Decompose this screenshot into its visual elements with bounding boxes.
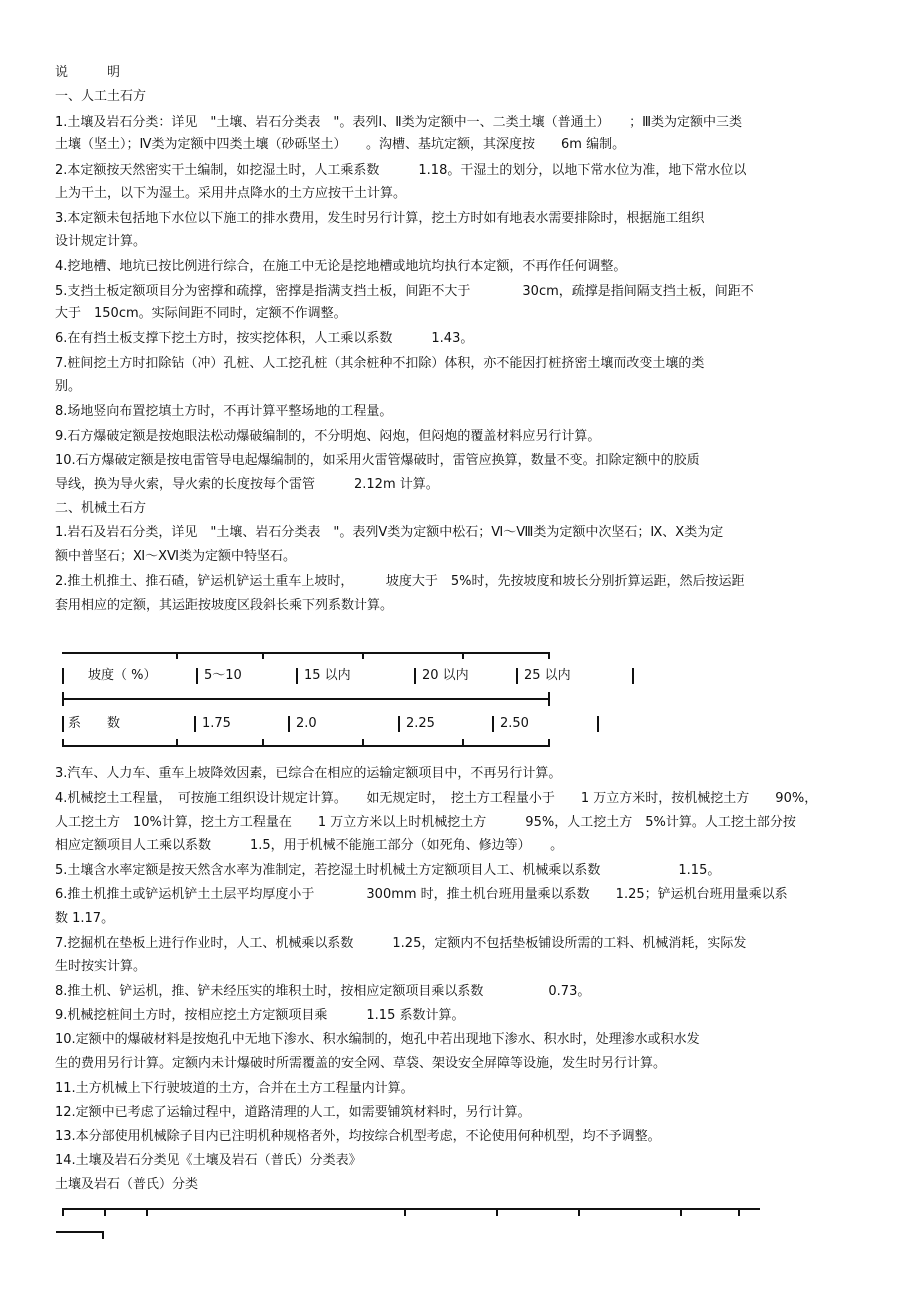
paragraph-line: 2.推土机推土、推石碴，铲运机铲运土重车上坡时， 坡度大于 5%时，先按坡度和坡长分别折算运距，然后按运距 [55, 574, 745, 589]
row-label: 系 数 [68, 716, 121, 731]
paragraph-line: 套用相应的定额，其运距按坡度区段斜长乘下列系数计算。 [55, 598, 394, 613]
paragraph-line: 4.挖地槽、地坑已按比例进行综合，在施工中无论是挖地槽或地坑均执行本定额，不再作任何调整。 [55, 259, 627, 274]
table-bar [492, 716, 494, 732]
paragraph-line: 9.机械挖桩间土方时，按相应挖土方定额项目乘 1.15 系数计算。 [55, 1008, 465, 1023]
paragraph-line: 3.汽车、人力车、重车上坡降效因素，已综合在相应的运输定额项目中，不再另行计算。 [55, 766, 562, 781]
table-bar [62, 716, 64, 732]
row-cell: 2.0 [296, 716, 317, 731]
header-cell: 25 以内 [524, 668, 571, 683]
header-label: 坡度（ %） [88, 668, 157, 683]
paragraph-line: 2.本定额按天然密实干土编制，如挖湿土时，人工乘系数 1.18。干湿土的划分，以地下常水位为准，地下常水位以 [55, 163, 747, 178]
paragraph-line: 生时按实计算。 [55, 959, 147, 974]
paragraph-line: 1.岩石及岩石分类，详见 "土壤、岩石分类表 "。表列Ⅴ类为定额中松石；Ⅵ～Ⅷ类为定额中次坚石；Ⅸ、Ⅹ类为定 [55, 525, 724, 540]
table-bar [398, 716, 400, 732]
paragraph-line: 6.在有挡土板支撑下挖土方时，按实挖体积，人工乘以系数 1.43。 [55, 331, 474, 346]
paragraph-line: 11.土方机械上下行驶坡道的土方，合并在土方工程量内计算。 [55, 1081, 414, 1096]
paragraph-line: 10.石方爆破定额是按电雷管导电起爆编制的，如采用火雷管爆破时，雷管应换算，数量不变。扣除定额中的胶质 [55, 453, 700, 468]
paragraph-line: 别。 [55, 379, 82, 394]
paragraph-line: 上为干土，以下为湿土。采用井点降水的土方应按干土计算。 [55, 186, 407, 201]
section-heading-machine: 二、机械土石方 [55, 501, 147, 516]
paragraph-line: 12.定额中已考虑了运输过程中，道路清理的人工，如需要铺筑材料时，另行计算。 [55, 1105, 531, 1120]
paragraph-line: 6.推土机推土或铲运机铲土土层平均厚度小于 300mm 时，推土机台班用量乘以系数 1.25；铲运机台班用量乘以系 [55, 887, 788, 902]
table-tick [462, 739, 464, 746]
table-tick [176, 652, 178, 659]
table-bar [62, 668, 64, 684]
paragraph-line: 7.桩间挖土方时扣除钻（冲）孔桩、人工挖孔桩（其余桩种不扣除）体积，亦不能因打桩挤密土壤而改变土壤的类 [55, 356, 705, 371]
table-tick [62, 739, 64, 746]
table-tick [462, 652, 464, 659]
doc-title: 说 明 [55, 65, 121, 80]
table-rule-top [62, 1208, 760, 1210]
row-cell: 2.50 [500, 716, 529, 731]
paragraph-line: 14.土壤及岩石分类见《土壤及岩石（普氏）分类表》 [55, 1153, 362, 1168]
paragraph-line: 设计规定计算。 [55, 234, 147, 249]
table-rule-top [62, 652, 550, 654]
table-tick [362, 739, 364, 746]
row-cell: 2.25 [406, 716, 435, 731]
paragraph-line: 3.本定额未包括地下水位以下施工的排水费用，发生时另行计算，挖土方时如有地表水需要排除时，根据施工组织 [55, 211, 705, 226]
paragraph-line: 13.本分部使用机械除子目内已注明机种规格者外，均按综合机型考虑，不论使用何种机型，均不予调整。 [55, 1129, 661, 1144]
table-tick [102, 1231, 104, 1239]
table-tick [548, 739, 550, 746]
table-tick [496, 1208, 498, 1216]
paragraph-line: 4.机械挖土工程量， 可按施工组织设计规定计算。 如无规定时， 挖土方工程量小于 1 万立方米时，按机械挖土方 90%， [55, 791, 818, 806]
table-tick [548, 692, 550, 706]
table-tick [738, 1208, 740, 1216]
row-cell: 1.75 [202, 716, 231, 731]
table-tick [62, 1208, 64, 1216]
paragraph-line: 相应定额项目人工乘以系数 1.5，用于机械不能施工部分（如死角、修边等） 。 [55, 838, 564, 853]
table-tick [176, 739, 178, 746]
table-bar [597, 716, 599, 732]
table-rule-stub [56, 1231, 104, 1233]
table-bar [196, 668, 198, 684]
paragraph-line: 土壤（坚土）；Ⅳ类为定额中四类土壤（砂砾坚土） 。沟槽、基坑定额，其深度按 6m 编制。 [55, 137, 626, 152]
table-tick [548, 652, 550, 659]
table-tick [680, 1208, 682, 1216]
table-bar [632, 668, 634, 684]
paragraph-line: 5.土壤含水率定额是按天然含水率为准制定，若挖湿土时机械土方定额项目人工、机械乘以系数 1.15。 [55, 863, 721, 878]
table-bar [516, 668, 518, 684]
paragraph-line: 9.石方爆破定额是按炮眼法松动爆破编制的，不分明炮、闷炮，但闷炮的覆盖材料应另行计算。 [55, 429, 601, 444]
paragraph-line: 8.场地竖向布置挖填土方时，不再计算平整场地的工程量。 [55, 404, 393, 419]
paragraph-line: 7.挖掘机在垫板上进行作业时，人工、机械乘以系数 1.25，定额内不包括垫板铺设所需的工料、机械消耗，实际发 [55, 936, 747, 951]
table-tick [262, 739, 264, 746]
section-heading-manual: 一、人工土石方 [55, 89, 147, 104]
table-tick [404, 1208, 406, 1216]
table-tick [262, 652, 264, 659]
table-tick [104, 1208, 106, 1216]
table-tick [362, 652, 364, 659]
header-cell: 15 以内 [304, 668, 351, 683]
table-bar [194, 716, 196, 732]
paragraph-line: 数 1.17。 [55, 911, 115, 926]
table-tick [62, 692, 64, 706]
table-rule-bottom [62, 745, 550, 747]
paragraph-line: 额中普坚石；Ⅺ～ⅩⅥ类为定额中特坚石。 [55, 549, 297, 564]
table-tick [146, 1208, 148, 1216]
paragraph-line: 导线，换为导火索，导火索的长度按每个雷管 2.12m 计算。 [55, 477, 439, 492]
paragraph-line: 大于 150cm。实际间距不同时，定额不作调整。 [55, 306, 347, 321]
header-cell: 20 以内 [422, 668, 469, 683]
table-caption: 土壤及岩石（普氏）分类 [55, 1177, 199, 1192]
table-bar [288, 716, 290, 732]
table-rule-middle [62, 698, 550, 700]
paragraph-line: 1.土壤及岩石分类：详见 "土壤、岩石分类表 "。表列Ⅰ、Ⅱ类为定额中一、二类土壤（普通土） ；Ⅲ类为定额中三类 [55, 115, 743, 130]
paragraph-line: 生的费用另行计算。定额内未计爆破时所需覆盖的安全网、草袋、架设安全屏障等设施，发生时另行计算。 [55, 1056, 667, 1071]
paragraph-line: 10.定额中的爆破材料是按炮孔中无地下渗水、积水编制的，炮孔中若出现地下渗水、积水时，处理渗水或积水发 [55, 1032, 700, 1047]
paragraph-line: 人工挖土方 10%计算，挖土方工程量在 1 万立方米以上时机械挖土方 95%，人工挖土方 5%计算。人工挖土部分按 [55, 815, 796, 830]
table-bar [296, 668, 298, 684]
table-bar [414, 668, 416, 684]
header-cell: 5～10 [204, 668, 242, 683]
paragraph-line: 8.推土机、铲运机，推、铲未经压实的堆积土时，按相应定额项目乘以系数 0.73。 [55, 984, 591, 999]
paragraph-line: 5.支挡土板定额项目分为密撑和疏撑，密撑是指满支挡土板，间距不大于 30cm，疏撑是指间隔支挡土板，间距不 [55, 284, 754, 299]
table-tick [578, 1208, 580, 1216]
